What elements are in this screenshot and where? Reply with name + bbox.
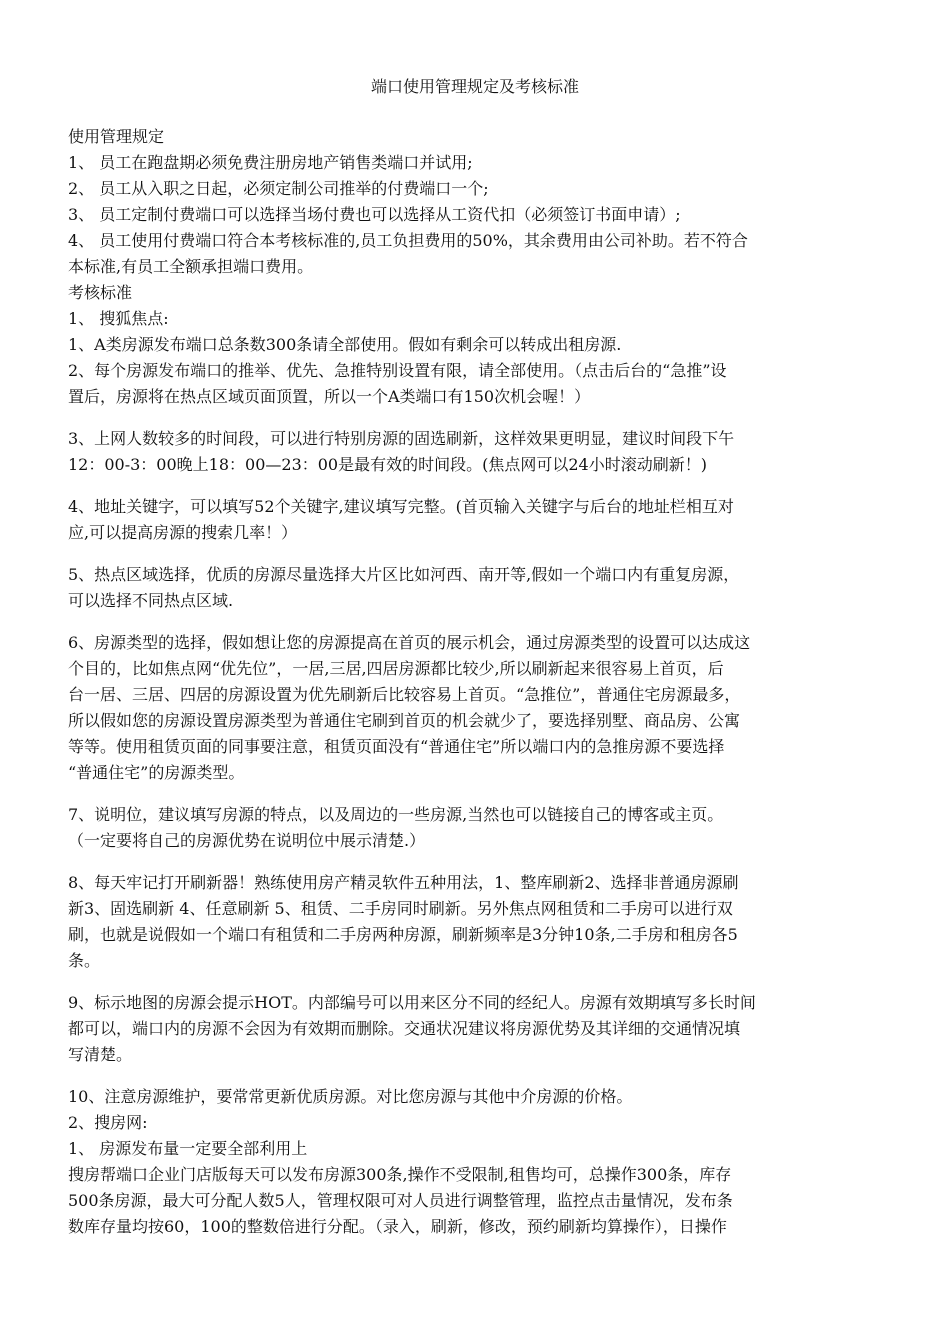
text-line: 都可以，端口内的房源不会因为有效期而删除。交通状况建议将房源优势及其详细的交通情况填 (68, 1019, 741, 1038)
blank-line (68, 410, 884, 426)
blank-line (68, 786, 884, 802)
text-line: 所以假如您的房源设置房源类型为普通住宅刷到首页的机会就少了，要选择别墅、商品房、公寓 (68, 711, 741, 730)
text-line: 1、 房源发布量一定要全部利用上 (68, 1139, 308, 1158)
text-line: 5、热点区域选择，优质的房源尽量选择大片区比如河西、南开等,假如一个端口内有重复房源， (68, 565, 740, 584)
text-line: 本标准,有员工全额承担端口费用。 (68, 257, 314, 276)
text-line: 500条房源，最大可分配人数5人，管理权限可对人员进行调整管理，监控点击量情况，发布条 (68, 1191, 733, 1210)
text-line: 1、 搜狐焦点: (68, 309, 169, 328)
text-line: 2、搜房网: (68, 1113, 148, 1132)
text-line: 10、注意房源维护，要常常更新优质房源。对比您房源与其他中介房源的价格。 (68, 1087, 633, 1106)
text-line: 3、上网人数较多的时间段，可以进行特别房源的固选刷新，这样效果更明显，建议时间段下午 (68, 429, 735, 448)
text-line: 3、 员工定制付费端口可以选择当场付费也可以选择从工资代扣（必须签订书面申请）; (68, 205, 681, 224)
text-line: 写清楚。 (68, 1045, 133, 1064)
text-line: 个目的，比如焦点网“优先位”，一居,三居,四居房源都比较少,所以刷新起来很容易上首页，后 (68, 659, 724, 678)
text-line: 可以选择不同热点区域. (68, 591, 234, 610)
text-line: 置后，房源将在热点区域页面顶置，所以一个A类端口有150次机会喔！） (68, 387, 591, 406)
document-body (68, 124, 884, 1240)
text-line: 新3、固选刷新 4、任意刷新 5、租赁、二手房同时刷新。另外焦点网租赁和二手房可以进行双 (68, 899, 733, 918)
text-line: 刷，也就是说假如一个端口有租赁和二手房两种房源，刷新频率是3分钟10条,二手房和租房各5 (68, 925, 738, 944)
text-line: 数库存量均按60，100的整数倍进行分配。（录入，刷新，修改，预约刷新均算操作），日操作 (68, 1217, 727, 1236)
blank-line (68, 546, 884, 562)
text-line: （一定要将自己的房源优势在说明位中展示清楚.） (68, 831, 426, 850)
text-line: 4、 员工使用付费端口符合本考核标准的,员工负担费用的50%，其余费用由公司补助。若不符合 (68, 231, 748, 250)
text-line: 4、地址关键字，可以填写52个关键字,建议填写完整。(首页输入关键字与后台的地址栏相互对 (68, 497, 734, 516)
blank-line (68, 614, 884, 630)
text-line: 2、 员工从入职之日起，必须定制公司推举的付费端口一个; (68, 179, 489, 198)
text-line: 1、A类房源发布端口总条数300条请全部使用。假如有剩余可以转成出租房源. (68, 335, 622, 354)
blank-line (68, 854, 884, 870)
blank-line (68, 974, 884, 990)
text-line: 台一居、三居、四居的房源设置为优先刷新后比较容易上首页。“急推位”，普通住宅房源最多， (68, 685, 741, 704)
document-title: 端口使用管理规定及考核标准 (370, 77, 579, 96)
text-line: 9、标示地图的房源会提示HOT。内部编号可以用来区分不同的经纪人。房源有效期填写多长时间 (68, 993, 756, 1012)
text-line: 12：00-3：00晚上18：00—23：00是最有效的时间段。(焦点网可以24小时滚动刷新！) (68, 455, 707, 474)
text-line: 搜房帮端口企业门店版每天可以发布房源300条,操作不受限制,租售均可，总操作300条，库存 (68, 1165, 732, 1184)
text-line: 条。 (68, 951, 101, 970)
text-line: 应,可以提高房源的搜索几率！） (68, 523, 298, 542)
text-line: 6、房源类型的选择，假如想让您的房源提高在首页的展示机会，通过房源类型的设置可以达成这 (68, 633, 751, 652)
text-line: 使用管理规定 (68, 127, 165, 146)
text-line: 7、说明位，建议填写房源的特点，以及周边的一些房源,当然也可以链接自己的博客或主页。 (68, 805, 724, 824)
text-line: “普通住宅”的房源类型。 (68, 763, 245, 782)
text-line: 考核标准 (68, 283, 133, 302)
blank-line (68, 478, 884, 494)
text-line: 8、每天牢记打开刷新器！熟练使用房产精灵软件五种用法，1、整库刷新2、选择非普通房源刷 (68, 873, 739, 892)
text-line: 等等。使用租赁页面的同事要注意，租赁页面没有“普通住宅”所以端口内的急推房源不要选择 (68, 737, 725, 756)
text-line: 2、每个房源发布端口的推举、优先、急推特别设置有限，请全部使用。（点击后台的“急推”设 (68, 361, 727, 380)
blank-line (68, 1068, 884, 1084)
text-line: 1、 员工在跑盘期必须免费注册房地产销售类端口并试用; (68, 153, 473, 172)
